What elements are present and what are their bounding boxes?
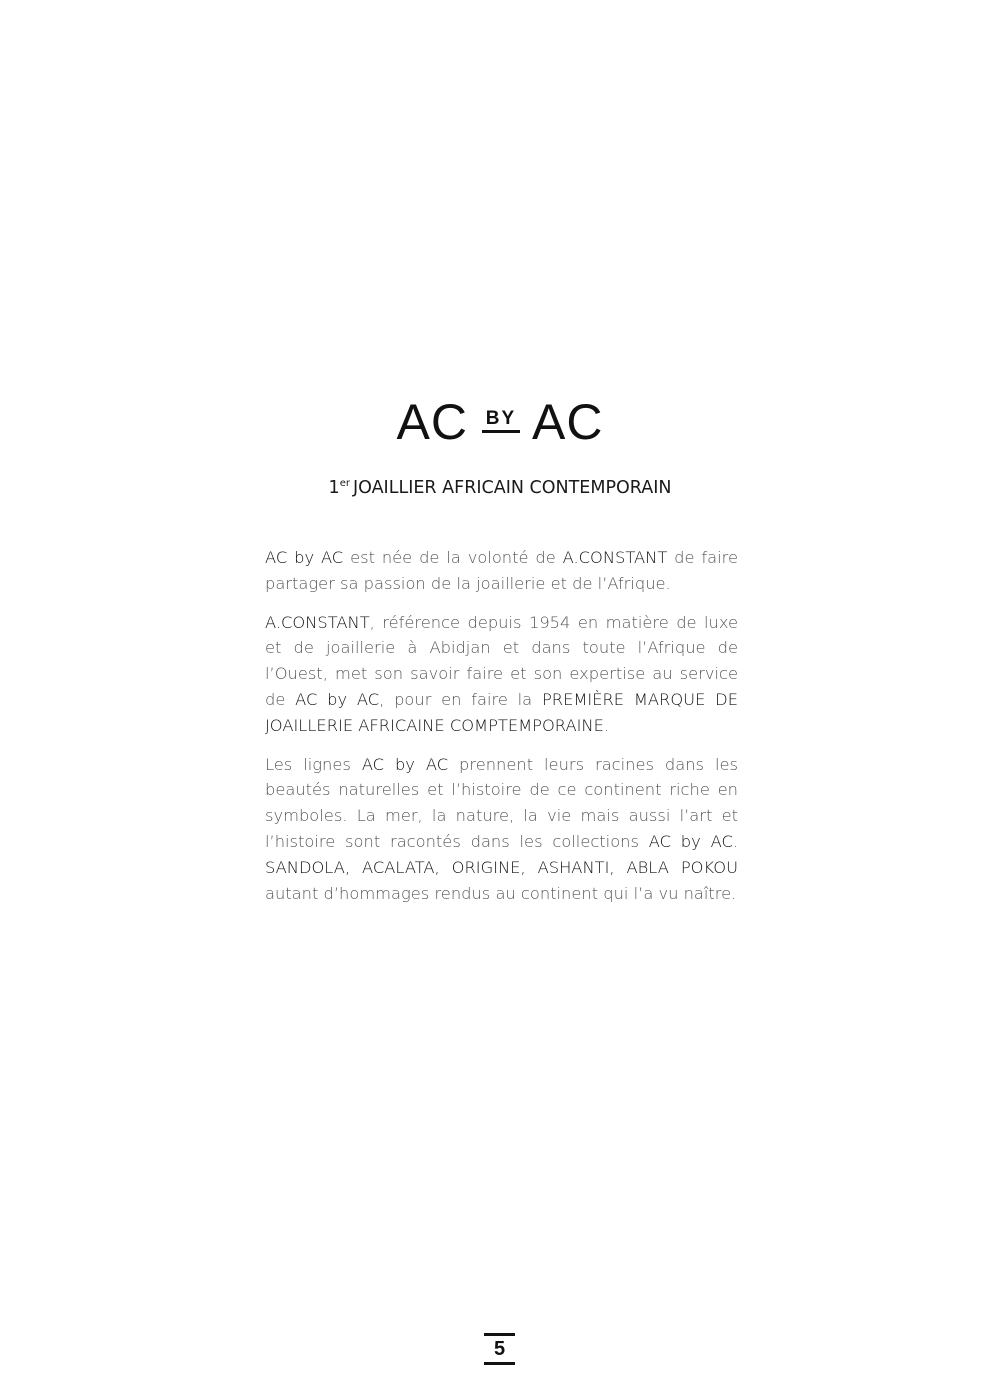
emphasis-text: AC by AC [265, 548, 344, 567]
logo-by-text: BY [485, 407, 517, 429]
body-run: , référence depuis 1954 en matière de luxe et de joaillerie à Abidjan et dans toute l’Afrique de l’Ouest, met son savoir faire et son expertise au service de [265, 612, 738, 709]
body-text [265, 545, 738, 919]
logo-by-mark [482, 407, 520, 433]
paragraph-2 [265, 610, 738, 739]
emphasis-text: A.CONSTANT [562, 548, 668, 567]
logo-right-text: AC [532, 394, 604, 450]
tagline-superscript: er [339, 478, 350, 489]
tagline-text: JOAILLIER AFRICAIN CONTEMPORAIN [352, 478, 672, 498]
brand-logo [0, 394, 1000, 450]
body-run: , pour en faire la [379, 689, 542, 709]
page-number-value: 5 [493, 1338, 506, 1360]
emphasis-text: AC by AC [295, 689, 380, 709]
emphasis-text: PREMIÈRE MARQUE DE JOAILLERIE AFRICAINE COMPTEMPORAINE [265, 689, 738, 735]
emphasis-text: A.CONSTANT [265, 612, 370, 632]
body-run: . [732, 831, 738, 851]
tagline [0, 478, 1000, 498]
emphasis-text: SANDOLA, ACALATA, ORIGINE, ASHANTI, ABLA POKOU [265, 857, 738, 877]
body-run: . [603, 715, 610, 735]
body-run: autant d’hommages rendus au continent qui l’a vu naître. [265, 883, 737, 903]
tagline-number: 1 [328, 478, 340, 498]
body-run: Les lignes [265, 754, 362, 774]
page-number-bottom-rule [484, 1362, 515, 1365]
page-number [484, 1333, 515, 1365]
paragraph-3 [265, 752, 738, 907]
emphasis-text: AC by AC [648, 831, 733, 851]
emphasis-text: AC by AC [361, 754, 449, 774]
body-run: prennent leurs racines dans les beautés naturelles et l’histoire de ce continent riche en symboles. La mer, la nature, la vie mais aussi l’art et l’histoire sont racontés dans les collections [265, 754, 738, 851]
logo-left-text: AC [396, 394, 468, 450]
logo-by-underline [482, 430, 520, 433]
body-run: est née de la volonté de [343, 548, 563, 567]
body-run: de faire partager sa passion de la joaillerie et de l’Afrique. [265, 548, 739, 593]
paragraph-1 [265, 545, 738, 597]
